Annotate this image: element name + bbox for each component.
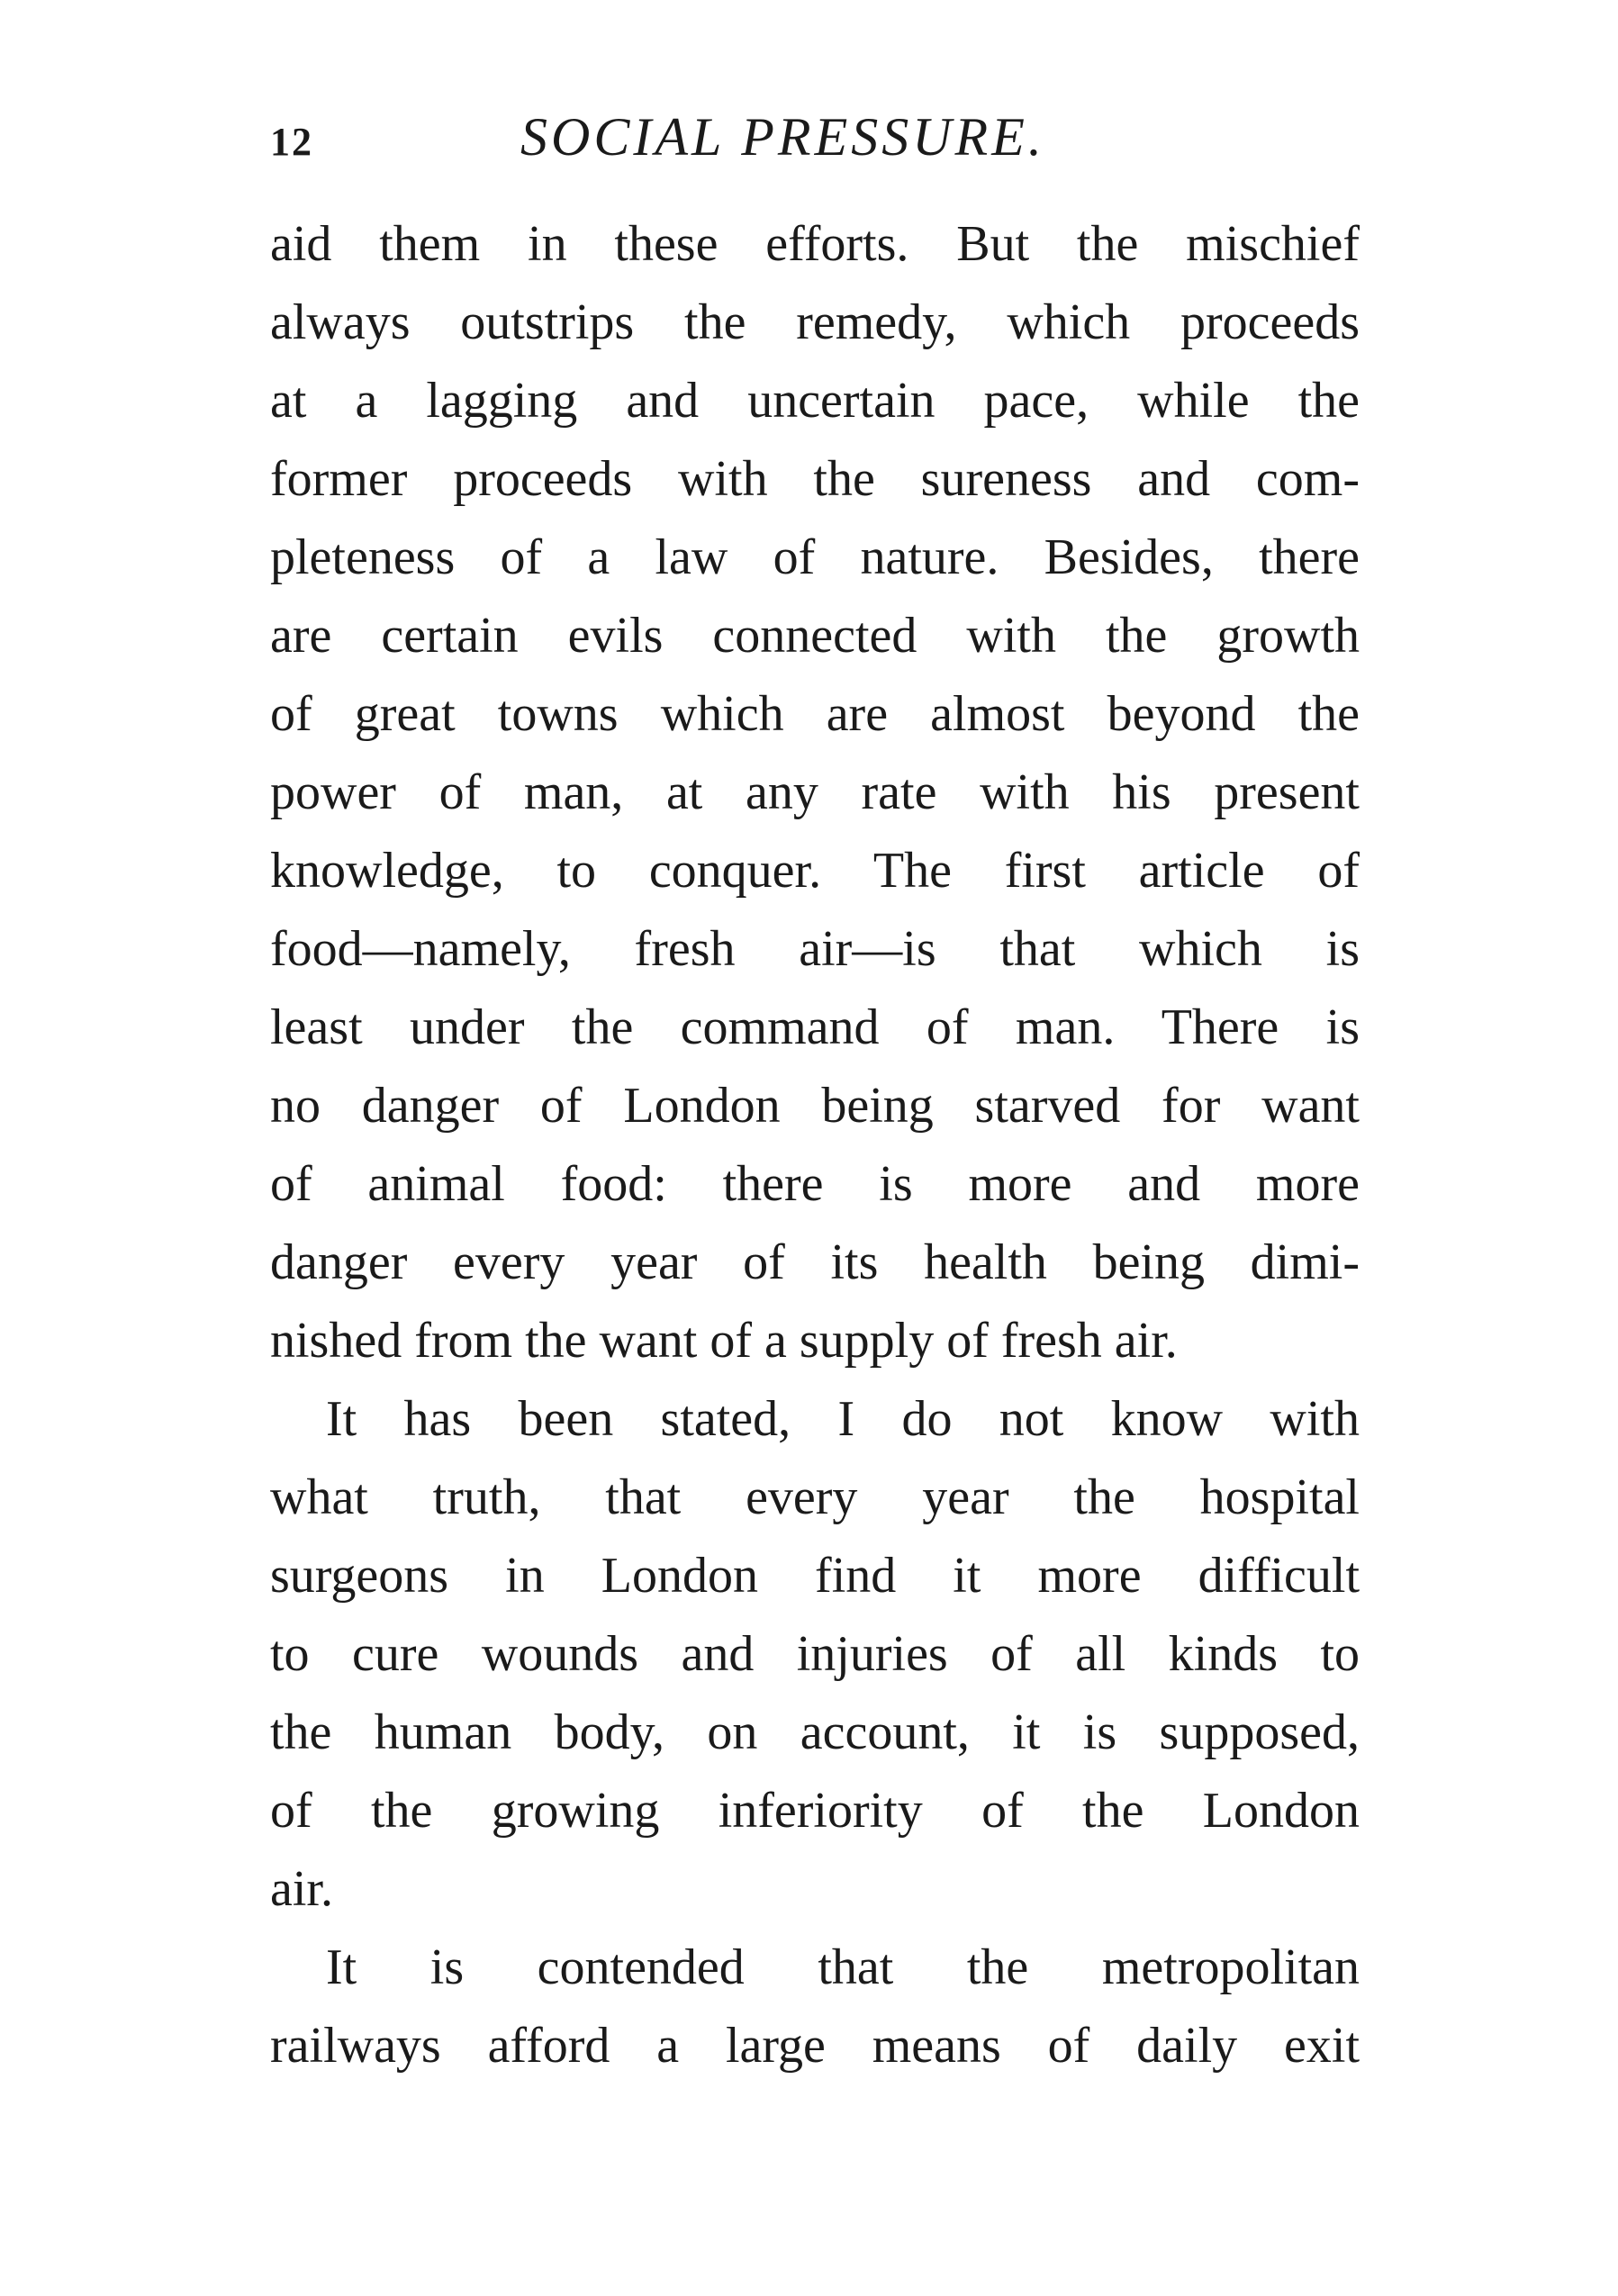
text-line: the human body, on account, it is supposed, xyxy=(270,1704,1360,1760)
text-line: railways afford a large means of daily exit xyxy=(270,2018,1360,2074)
text-line: of the growing inferiority of the London xyxy=(270,1783,1360,1839)
text-line: nished from the want of a supply of fresh air. xyxy=(270,1313,1178,1369)
text-line: of animal food: there is more and more xyxy=(270,1156,1360,1212)
text-line: aid them in these efforts. But the mischief xyxy=(270,216,1360,272)
text-line: danger every year of its health being dimi- xyxy=(270,1234,1360,1290)
text-line: are certain evils connected with the growth xyxy=(270,608,1360,664)
text-line: to cure wounds and injuries of all kinds to xyxy=(270,1626,1360,1682)
paragraph-1 xyxy=(270,205,1360,1380)
running-head: SOCIAL PRESSURE. xyxy=(520,107,1045,167)
paragraph-3 xyxy=(270,1929,1360,2085)
text-line: at a lagging and uncertain pace, while the xyxy=(270,373,1360,429)
text-line: always outstrips the remedy, which proceeds xyxy=(270,294,1360,350)
text-line: It is contended that the metropolitan xyxy=(326,1939,1360,1995)
text-line: what truth, that every year the hospital xyxy=(270,1469,1360,1525)
text-line: knowledge, to conquer. The first article of xyxy=(270,843,1360,899)
text-line: power of man, at any rate with his present xyxy=(270,764,1360,820)
paragraph-2 xyxy=(270,1380,1360,1929)
text-line: of great towns which are almost beyond the xyxy=(270,686,1360,742)
text-line: food—namely, fresh air—is that which is xyxy=(270,921,1360,977)
page-header xyxy=(270,106,1360,169)
text-line: air. xyxy=(270,1861,333,1917)
text-line: former proceeds with the sureness and com- xyxy=(270,451,1360,507)
text-line: It has been stated, I do not know with xyxy=(326,1391,1360,1447)
text-line: least under the command of man. There is xyxy=(270,999,1360,1055)
text-line: surgeons in London find it more difficult xyxy=(270,1548,1360,1604)
page-number: 12 xyxy=(270,120,313,164)
text-line: no danger of London being starved for want xyxy=(270,1078,1360,1134)
text-line: pleteness of a law of nature. Besides, there xyxy=(270,529,1360,585)
body-text xyxy=(270,205,1360,2085)
